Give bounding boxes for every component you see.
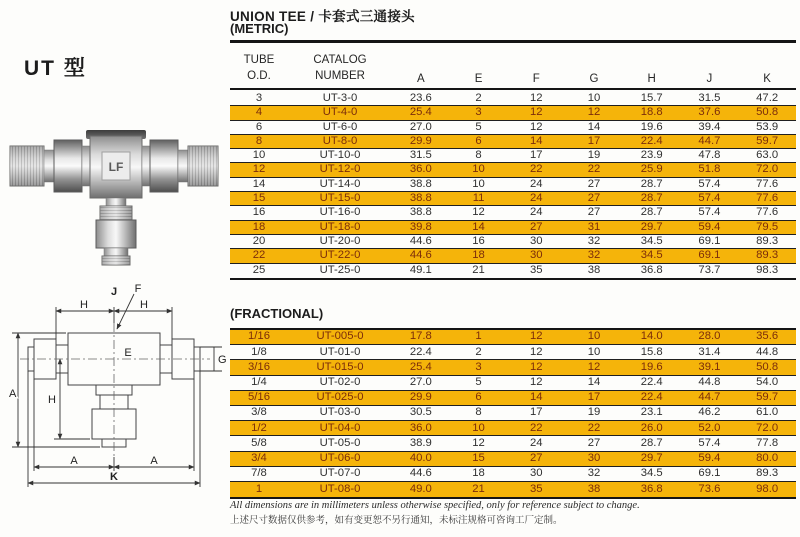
dim-label-a-left: A: [9, 388, 17, 400]
dimension-cell: 25.4: [409, 106, 432, 119]
dimension-cell: 15.8: [640, 345, 663, 358]
tube-od-cell: 1: [255, 482, 263, 495]
table-row: [230, 452, 796, 467]
tube-od-cell: 14: [252, 177, 266, 190]
dimension-cell: 22.4: [640, 391, 663, 404]
tube-od-cell: 1/2: [251, 421, 267, 434]
dimension-cell: 27: [529, 451, 543, 464]
dimension-cell: 50.8: [756, 360, 779, 373]
dim-header-a: A: [417, 73, 425, 85]
product-photo: [8, 116, 220, 266]
dimension-cell: 24: [529, 192, 543, 205]
tube-od-cell: 8: [255, 134, 263, 147]
dimension-cell: 14: [587, 120, 601, 133]
dimension-cell: 27.0: [409, 120, 432, 133]
dimension-cell: 27: [587, 192, 601, 205]
dimension-cell: 57.4: [698, 177, 721, 190]
catalog-number-cell: UT-005-0: [316, 330, 364, 343]
dimension-cell: 10: [472, 177, 485, 190]
dimension-cell: 38.8: [409, 177, 432, 190]
dimension-cell: 27: [529, 220, 543, 233]
dim-header-j: J: [706, 73, 713, 85]
dimension-cell: 57.4: [698, 436, 721, 449]
dimension-cell: 10: [587, 345, 601, 358]
dimension-cell: 69.1: [698, 234, 721, 247]
catalog-number-cell: UT-05-0: [319, 436, 361, 449]
dimension-cell: 22.4: [640, 134, 663, 147]
dimension-cell: 17: [529, 406, 543, 419]
dimension-cell: 12: [529, 345, 543, 358]
dim-header-f: F: [532, 73, 540, 85]
dimension-cell: 72.0: [756, 163, 779, 176]
dimension-cell: 21: [472, 482, 485, 495]
dimension-cell: 22: [529, 163, 543, 176]
dimension-cell: 53.9: [756, 120, 779, 133]
dimension-cell: 29.7: [640, 220, 663, 233]
tube-od-cell: 7/8: [251, 467, 267, 480]
dimension-cell: 31: [587, 220, 601, 233]
dimension-cell: 35: [529, 482, 543, 495]
dimension-cell: 27: [587, 177, 601, 190]
dimension-cell: 59.7: [756, 134, 779, 147]
catalog-number-cell: UT-16-0: [319, 206, 361, 219]
catalog-number-cell: UT-025-0: [316, 391, 364, 404]
table-row: [230, 221, 796, 235]
dimension-cell: 39.4: [698, 120, 721, 133]
tube-od-cell: 12: [252, 163, 266, 176]
tube-od-cell: 20: [252, 234, 266, 247]
dimension-cell: 26.0: [640, 421, 663, 434]
tube-od-cell: 25: [252, 264, 266, 277]
table-row: [230, 206, 796, 220]
dimension-cell: 77.6: [756, 192, 779, 205]
dimension-cell: 14: [472, 220, 485, 233]
dimension-cell: 32: [587, 467, 601, 480]
dimension-cell: 27: [587, 206, 601, 219]
dimension-cell: 5: [475, 376, 482, 388]
tube-od-cell: 5/16: [248, 391, 270, 404]
dim-label-k: K: [110, 471, 118, 483]
dimension-cell: 54.0: [756, 376, 779, 388]
dimension-cell: 24: [529, 436, 543, 449]
dimension-cell: 5: [475, 120, 482, 133]
catalog-number-cell: UT-8-0: [322, 134, 358, 147]
dimension-cell: 17: [529, 149, 543, 162]
catalog-number-cell: UT-20-0: [319, 234, 361, 247]
catalog-number-cell: UT-08-0: [319, 482, 361, 495]
dimension-cell: 38.8: [409, 206, 432, 219]
table-row: [230, 121, 796, 135]
dimension-cell: 24: [529, 206, 543, 219]
dimension-cell: 12: [472, 206, 485, 219]
dimension-cell: 73.7: [698, 264, 721, 277]
dimension-cell: 19: [587, 149, 601, 162]
dimension-cell: 12: [472, 436, 485, 449]
dimension-cell: 1: [475, 330, 482, 343]
dimension-cell: 22.4: [640, 376, 663, 388]
tube-od-cell: 15: [252, 192, 266, 205]
dimension-cell: 44.8: [756, 345, 779, 358]
dim-label-e: E: [124, 347, 132, 359]
dimension-cell: 44.7: [698, 391, 721, 404]
dimension-cell: 34.5: [640, 467, 663, 480]
table-header: [230, 45, 796, 90]
catalog-number-cell: UT-3-0: [322, 92, 358, 104]
dimension-cell: 28.7: [640, 206, 663, 219]
dimension-cell: 30: [529, 467, 543, 480]
dimension-cell: 22.4: [409, 345, 432, 358]
dimension-cell: 72.0: [756, 421, 779, 434]
dimension-cell: 14.0: [640, 330, 663, 343]
dimension-cell: 25.9: [640, 163, 663, 176]
dimension-cell: 89.3: [756, 249, 779, 262]
metric-table-body: [230, 92, 796, 280]
dimension-cell: 27.0: [409, 376, 432, 388]
dimension-cell: 2: [475, 92, 482, 104]
dimension-cell: 46.2: [698, 406, 721, 419]
dimension-cell: 32: [587, 234, 601, 247]
table-row: [230, 264, 796, 278]
dimension-cell: 77.8: [756, 436, 779, 449]
catalog-number-cell: UT-22-0: [319, 249, 361, 262]
dimension-cell: 49.0: [409, 482, 432, 495]
dimension-cell: 24: [529, 177, 543, 190]
dimension-cell: 69.1: [698, 467, 721, 480]
dimension-cell: 44.6: [409, 234, 432, 247]
dimension-cell: 10: [587, 92, 601, 104]
dimension-cell: 22: [587, 163, 601, 176]
dimension-cell: 12: [529, 360, 543, 373]
table-row: [230, 406, 796, 421]
table-row: [230, 467, 796, 482]
dimension-cell: 36.8: [640, 264, 663, 277]
dimension-cell: 17.8: [409, 330, 432, 343]
dimension-cell: 36.0: [409, 421, 432, 434]
dimension-cell: 21: [472, 264, 485, 277]
dimension-cell: 15: [472, 451, 485, 464]
dimension-cell: 39.1: [698, 360, 721, 373]
dimension-cell: 23.6: [409, 92, 432, 104]
dimension-cell: 10: [587, 330, 601, 343]
dimension-cell: 16: [472, 234, 485, 247]
dim-header-h: H: [647, 73, 656, 85]
dimension-cell: 36.0: [409, 163, 432, 176]
dimension-cell: 22: [529, 421, 543, 434]
dimension-cell: 98.0: [756, 482, 779, 495]
dimension-cell: 89.3: [756, 234, 779, 247]
dimension-cell: 69.1: [698, 249, 721, 262]
dimension-cell: 3: [475, 360, 482, 373]
dimension-cell: 29.9: [409, 134, 432, 147]
dimension-cell: 17: [587, 391, 601, 404]
dimension-cell: 40.0: [409, 451, 432, 464]
dimension-cell: 22: [587, 421, 601, 434]
dimension-cell: 44.6: [409, 249, 432, 262]
dimension-cell: 61.0: [756, 406, 779, 419]
footnote-english: All dimensions are in millimeters unless otherwise specified, only for reference subject to change.: [230, 500, 640, 511]
table-row: [230, 421, 796, 436]
dimension-cell: 98.3: [756, 264, 779, 277]
page-title: UNION TEE / 卡套式三通接头: [230, 9, 415, 24]
dimension-cell: 57.4: [698, 206, 721, 219]
dimension-cell: 18: [472, 249, 485, 262]
dimension-cell: 12: [529, 106, 543, 119]
dimension-cell: 12: [529, 376, 543, 388]
tube-od-cell: 3/16: [248, 360, 270, 373]
tube-od-cell: 10: [252, 149, 266, 162]
dimension-cell: 38.9: [409, 436, 432, 449]
table-row: [230, 330, 796, 345]
brand-logo: LF: [108, 160, 124, 174]
dim-header-e: E: [474, 73, 483, 85]
dimension-cell: 39.8: [409, 220, 432, 233]
tube-od-cell: 5/8: [251, 436, 267, 449]
dimension-cell: 18: [472, 467, 485, 480]
dim-header-g: G: [589, 73, 599, 85]
dimension-cell: 29.9: [409, 391, 432, 404]
dimension-cell: 19: [587, 406, 601, 419]
dimension-drawing-image: [4, 281, 228, 503]
dimension-cell: 49.1: [409, 264, 432, 277]
tube-od-cell: 1/8: [251, 345, 267, 358]
dimension-cell: 63.0: [756, 149, 779, 162]
dim-header-k: K: [763, 73, 771, 85]
dimension-cell: 47.8: [698, 149, 721, 162]
dimension-cell: 73.6: [698, 482, 721, 495]
technical-drawing: [4, 281, 228, 503]
dimension-cell: 12: [529, 330, 543, 343]
table-row: [230, 360, 796, 375]
catalog-number-cell: UT-01-0: [319, 345, 361, 358]
dimension-cell: 34.5: [640, 234, 663, 247]
dimension-cell: 51.8: [698, 163, 721, 176]
dim-label-h-left: H: [48, 394, 56, 406]
union-tee-photo-image: [8, 116, 220, 266]
table-row: [230, 345, 796, 360]
catalog-number-cell: UT-12-0: [319, 163, 361, 176]
dimension-cell: 34.5: [640, 249, 663, 262]
catalog-number-cell: UT-07-0: [319, 467, 361, 480]
catalog-number-cell: UT-25-0: [319, 264, 361, 277]
dimension-cell: 12: [587, 106, 601, 119]
dimension-cell: 37.6: [698, 106, 721, 119]
table-row: [230, 436, 796, 451]
tube-od-header: TUBE O.D.: [243, 53, 275, 83]
table-row: [230, 249, 796, 263]
tube-od-cell: 1/4: [251, 376, 267, 388]
table-row: [230, 482, 796, 497]
tube-od-cell: 16: [252, 206, 266, 219]
catalog-number-cell: UT-06-0: [319, 451, 361, 464]
dimension-cell: 89.3: [756, 467, 779, 480]
dimension-cell: 52.0: [698, 421, 721, 434]
dimension-cell: 35: [529, 264, 543, 277]
catalog-number-cell: UT-14-0: [319, 177, 361, 190]
catalog-number-cell: UT-02-0: [319, 376, 361, 388]
table-row: [230, 149, 796, 163]
footnote-chinese: 上述尺寸数据仅供参考，如有变更恕不另行通知，未标注规格可咨询工厂定制。: [230, 515, 563, 526]
dimension-cell: 12: [587, 360, 601, 373]
dimension-cell: 79.5: [756, 220, 779, 233]
catalog-number-cell: UT-4-0: [322, 106, 358, 119]
dimension-cell: 19.6: [640, 360, 663, 373]
catalog-number-cell: UT-18-0: [319, 220, 361, 233]
dim-label-a-bottom-left: A: [70, 455, 78, 467]
table-row: [230, 178, 796, 192]
dimension-cell: 44.8: [698, 376, 721, 388]
catalog-number-cell: UT-10-0: [319, 149, 361, 162]
model-label: UT 型: [24, 57, 87, 80]
dim-label-g: G: [218, 354, 227, 366]
table-row: [230, 376, 796, 391]
dimension-cell: 35.6: [756, 330, 779, 343]
dimension-cell: 2: [475, 345, 482, 358]
dimension-cell: 47.2: [756, 92, 779, 104]
tube-od-cell: 3/8: [251, 406, 267, 419]
dimension-cell: 11: [472, 192, 485, 205]
dimension-cell: 15.7: [640, 92, 663, 104]
dimension-cell: 17: [587, 134, 601, 147]
catalog-number-cell: UT-015-0: [316, 360, 364, 373]
dimension-cell: 25.4: [409, 360, 432, 373]
dimension-cell: 14: [529, 134, 543, 147]
dimension-cell: 23.1: [640, 406, 663, 419]
tube-od-cell: 1/16: [248, 330, 270, 343]
dimension-cell: 30: [529, 249, 543, 262]
dimension-cell: 31.5: [409, 149, 432, 162]
metric-section-label: (METRIC): [230, 21, 289, 36]
dimension-cell: 23.9: [640, 149, 663, 162]
dimension-cell: 29.7: [640, 451, 663, 464]
title-rule: [230, 40, 796, 43]
table-row: [230, 106, 796, 120]
tube-od-cell: 22: [252, 249, 266, 262]
catalog-number-header: CATALOG NUMBER: [313, 53, 367, 83]
dimension-cell: 18.8: [640, 106, 663, 119]
dimension-cell: 31.5: [698, 92, 721, 104]
tube-od-cell: 6: [255, 120, 263, 133]
table-row: [230, 92, 796, 106]
dimension-cell: 77.6: [756, 206, 779, 219]
table-row: [230, 391, 796, 406]
dimension-cell: 6: [475, 391, 482, 404]
tube-od-cell: 3: [255, 92, 263, 104]
fractional-table-body: [230, 328, 796, 499]
dimension-cell: 38: [587, 264, 601, 277]
dimension-cell: 12: [529, 92, 543, 104]
dimension-cell: 32: [587, 249, 601, 262]
dimension-cell: 12: [529, 120, 543, 133]
dimension-cell: 10: [472, 421, 485, 434]
dimension-cell: 80.0: [756, 451, 779, 464]
dimension-cell: 30.5: [409, 406, 432, 419]
dim-label-f: F: [134, 283, 142, 295]
dimension-cell: 8: [475, 149, 482, 162]
dim-label-h-top-right: H: [140, 299, 148, 311]
dimension-cell: 10: [472, 163, 485, 176]
dim-label-a-bottom-right: A: [150, 455, 158, 467]
dimension-cell: 6: [475, 134, 482, 147]
dimension-cell: 77.6: [756, 177, 779, 190]
dimension-cell: 28.7: [640, 177, 663, 190]
dimension-cell: 44.7: [698, 134, 721, 147]
dimension-cell: 31.4: [698, 345, 721, 358]
tube-od-cell: 4: [255, 106, 263, 119]
dimension-cell: 28.0: [698, 330, 721, 343]
dimension-cell: 28.7: [640, 436, 663, 449]
dimension-cell: 59.4: [698, 220, 721, 233]
catalog-number-cell: UT-15-0: [319, 192, 361, 205]
dimension-cell: 38.8: [409, 192, 432, 205]
dimension-cell: 30: [587, 451, 601, 464]
fractional-section-label: (FRACTIONAL): [230, 306, 324, 321]
dim-label-j: J: [110, 286, 118, 298]
dimension-cell: 57.4: [698, 192, 721, 205]
dimension-cell: 59.4: [698, 451, 721, 464]
dimension-cell: 30: [529, 234, 543, 247]
dimension-cell: 19.6: [640, 120, 663, 133]
table-row: [230, 192, 796, 206]
catalog-number-cell: UT-6-0: [322, 120, 358, 133]
dimension-cell: 36.8: [640, 482, 663, 495]
tube-od-cell: 18: [252, 220, 266, 233]
dimension-cell: 3: [475, 106, 482, 119]
dimension-cell: 8: [475, 406, 482, 419]
table-row: [230, 163, 796, 177]
dimension-cell: 27: [587, 436, 601, 449]
table-row: [230, 135, 796, 149]
dim-label-h-top-left: H: [80, 299, 88, 311]
dimension-cell: 59.7: [756, 391, 779, 404]
dimension-cell: 50.8: [756, 106, 779, 119]
catalog-number-cell: UT-04-0: [319, 421, 361, 434]
table-row: [230, 235, 796, 249]
dimension-cell: 14: [587, 376, 601, 388]
dimension-cell: 38: [587, 482, 601, 495]
tube-od-cell: 3/4: [251, 451, 267, 464]
catalog-number-cell: UT-03-0: [319, 406, 361, 419]
dimension-cell: 44.6: [409, 467, 432, 480]
dimension-cell: 14: [529, 391, 543, 404]
dimension-cell: 28.7: [640, 192, 663, 205]
